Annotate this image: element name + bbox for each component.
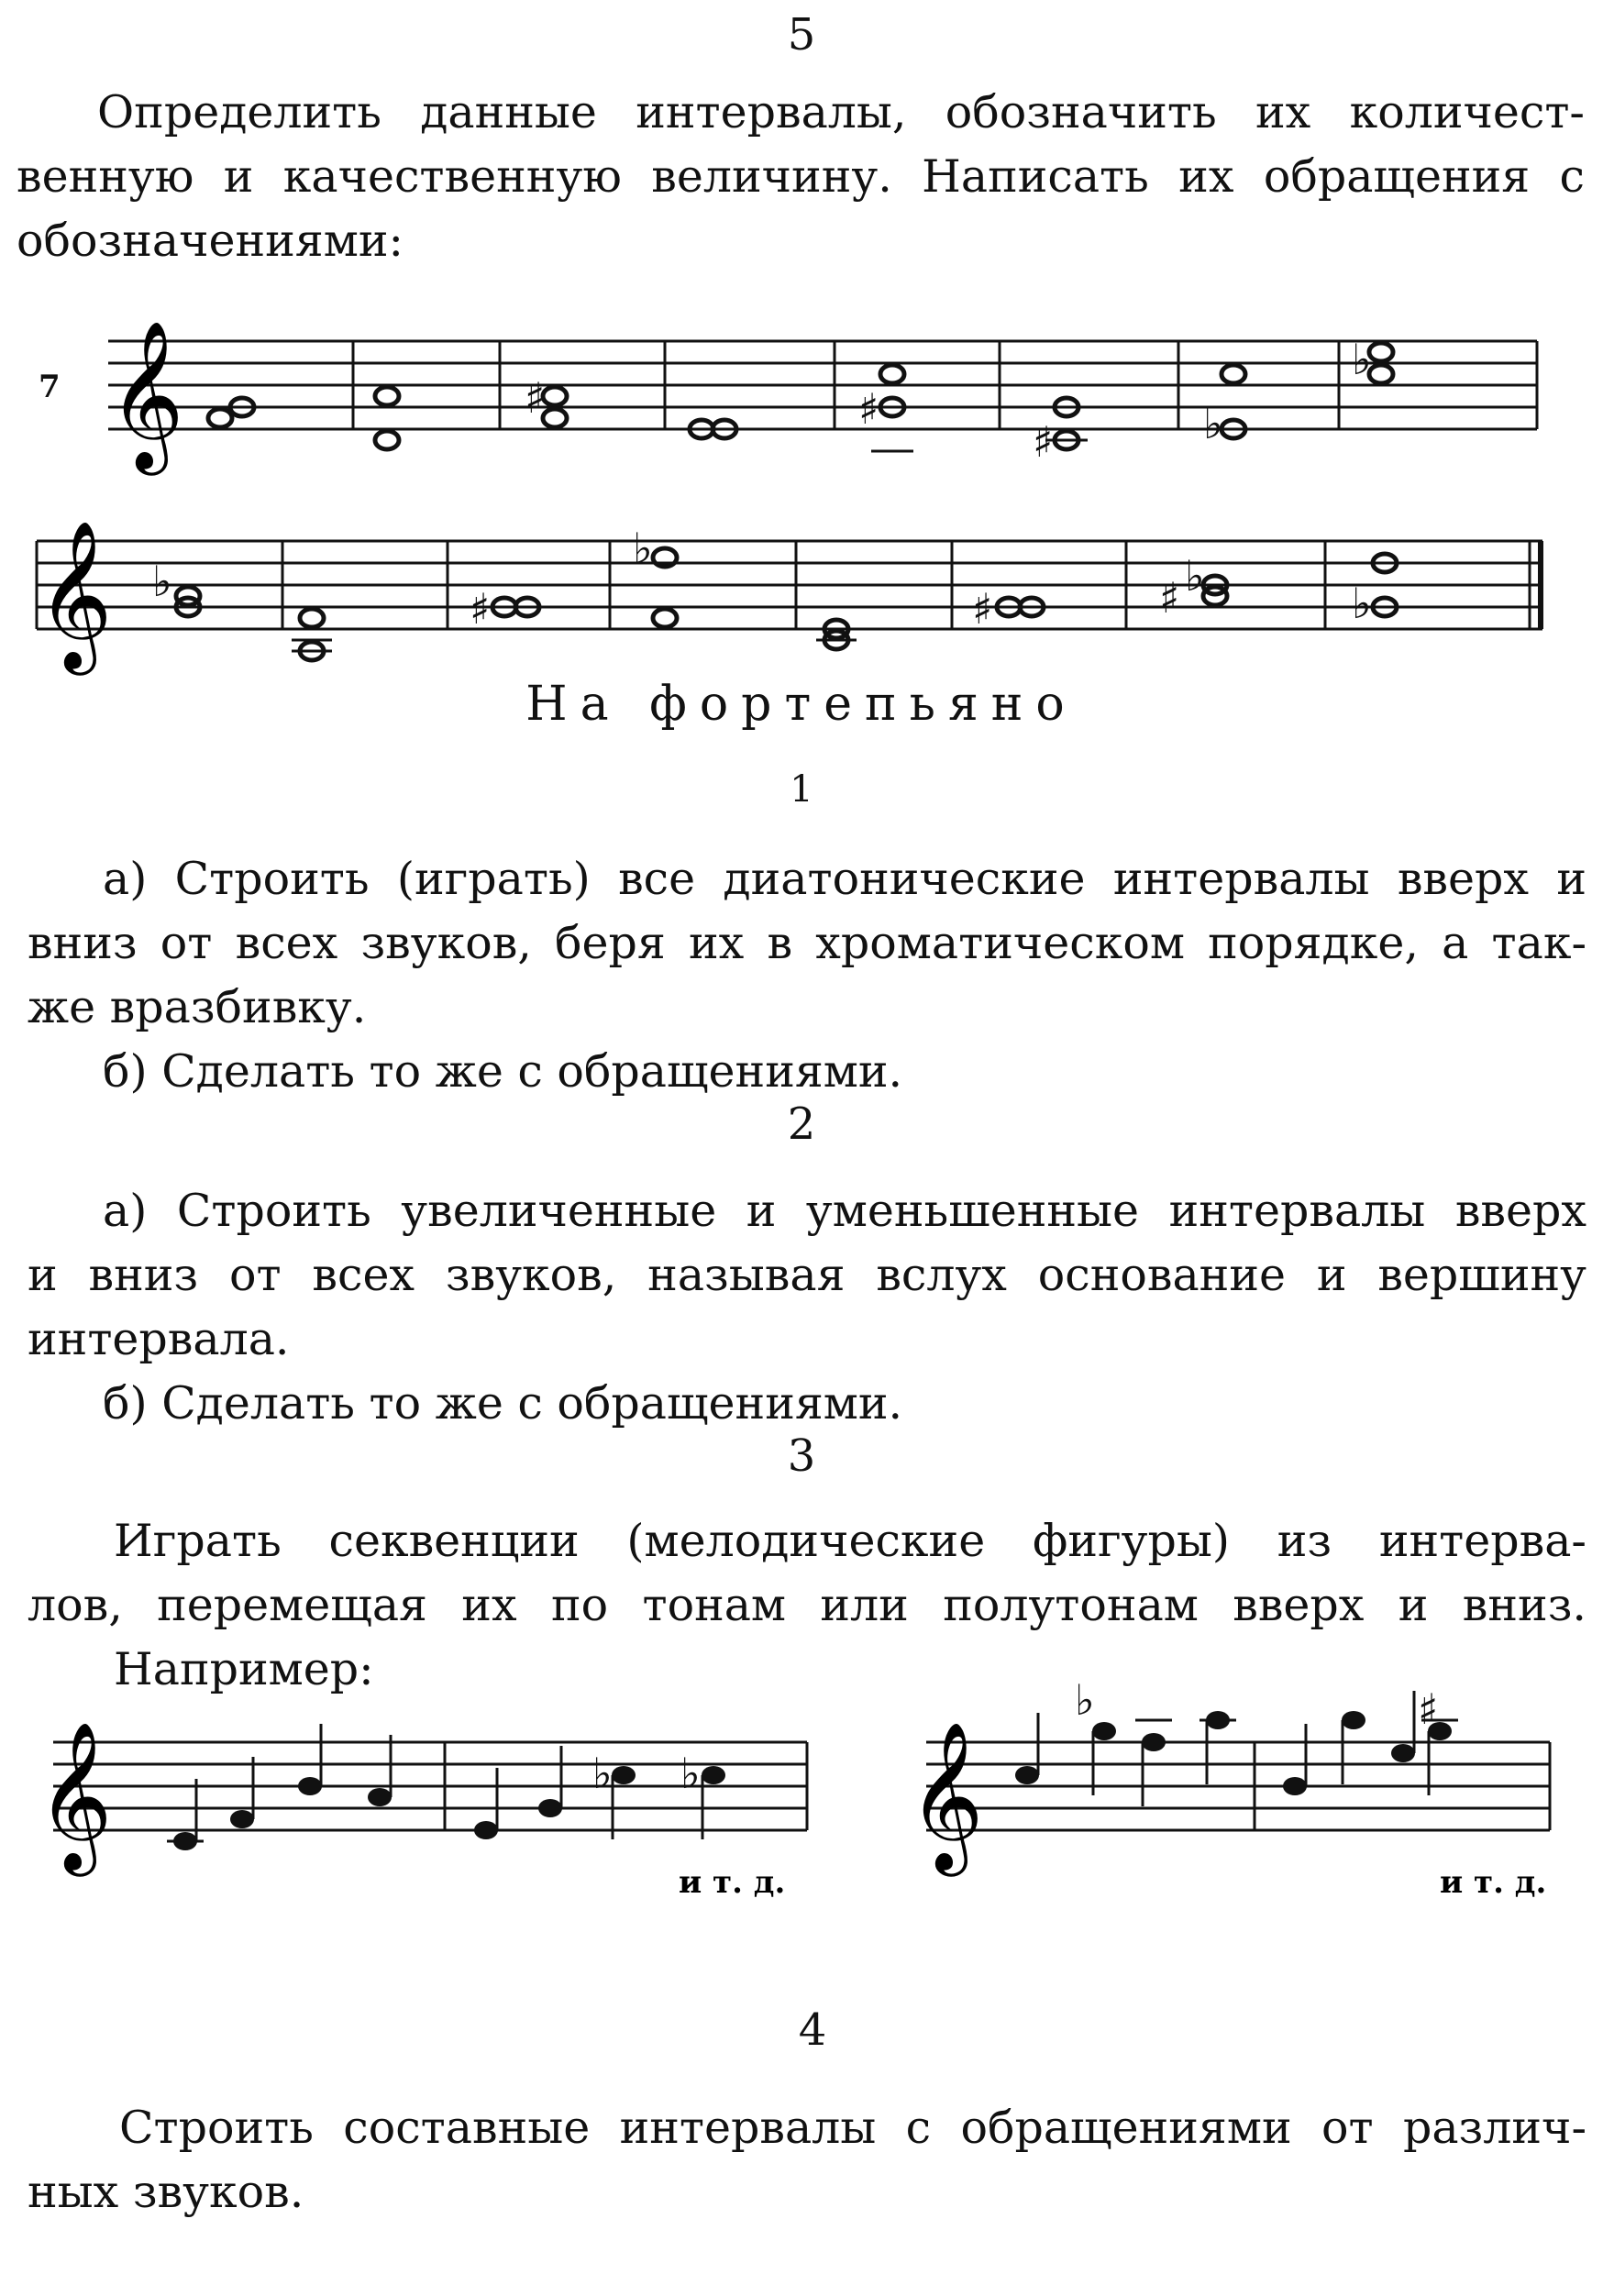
exercise-2-text [28, 1179, 1586, 1436]
quarter-note [1206, 1711, 1230, 1729]
text-line: же вразбивку. [28, 981, 367, 1033]
quarter-note [1342, 1711, 1365, 1729]
whole-note [543, 409, 567, 427]
quarter-note [702, 1766, 725, 1784]
exercise-3-text [28, 1509, 1586, 1702]
sharp-icon: ♯ [1418, 1684, 1439, 1734]
quarter-note [1283, 1777, 1307, 1795]
quarter-note [474, 1821, 498, 1839]
whole-note [653, 609, 677, 627]
text-line: Играть секвенции (мелодические фигуры) из интерва- [114, 1515, 1586, 1567]
etc-label: и т. д. [1440, 1864, 1547, 1901]
text-line: венную и качественную величину. Написать их обращения с [17, 150, 1585, 203]
treble-clef-icon: 𝄞 [37, 520, 113, 669]
exercise-1-text [28, 847, 1586, 1104]
text-line: ных звуков. [28, 2166, 304, 2218]
text-line: лов, перемещая их по тонам или полутонам вверх и вниз. [28, 1579, 1586, 1631]
music-staff-2 [0, 502, 1603, 686]
flat-icon: ♭ [152, 557, 172, 606]
flat-icon: ♭ [1185, 551, 1205, 601]
sharp-icon: ♯ [525, 373, 546, 423]
exercise-4-number: 4 [798, 2004, 827, 2056]
treble-clef-icon: 𝄞 [908, 1721, 984, 1871]
quarter-note [298, 1777, 322, 1795]
text-line: интервала. [28, 1313, 290, 1365]
text-line: б) Сделать то же с обращениями. [103, 1045, 903, 1098]
flat-icon: ♭ [1075, 1675, 1095, 1725]
treble-clef-icon: 𝄞 [37, 1721, 113, 1871]
exercise-3-number: 3 [787, 1430, 816, 1482]
exercise-1-number: 1 [790, 768, 813, 811]
whole-note [208, 409, 232, 427]
whole-note [375, 431, 399, 449]
exercise-4-text [28, 2096, 1586, 2224]
whole-note [300, 609, 324, 627]
whole-note [1369, 365, 1393, 383]
exercise-2-number: 2 [787, 1098, 816, 1150]
quarter-note [1015, 1766, 1039, 1784]
quarter-note [173, 1832, 197, 1850]
flat-icon: ♭ [1352, 335, 1372, 384]
sequence-example-2 [871, 1675, 1603, 1916]
sharp-icon: ♯ [1159, 573, 1180, 623]
quarter-note [1142, 1733, 1166, 1751]
sharp-icon: ♯ [470, 584, 491, 634]
sharp-icon: ♯ [1033, 417, 1054, 467]
text-line: вниз от всех звуков, беря их в хроматическом порядке, а так- [28, 917, 1586, 969]
text-line: обозначениями: [17, 215, 404, 267]
exercise-5-text [17, 81, 1585, 273]
whole-note [1222, 365, 1245, 383]
flat-icon: ♭ [1203, 399, 1223, 448]
etc-label: и т. д. [679, 1864, 786, 1901]
sharp-icon: ♯ [858, 384, 879, 434]
page-number: 5 [787, 9, 816, 61]
text-line: б) Сделать то же с обращениями. [103, 1377, 903, 1429]
quarter-note [538, 1799, 562, 1817]
flat-icon: ♭ [680, 1749, 701, 1798]
quarter-note [612, 1766, 636, 1784]
treble-clef-icon: 𝄞 [108, 320, 184, 469]
quarter-note [368, 1788, 392, 1806]
sequence-example-1 [0, 1678, 825, 1916]
example-number: 7 [39, 369, 61, 405]
music-staff-1 [0, 303, 1603, 486]
whole-note [543, 387, 567, 405]
quarter-note [1391, 1744, 1415, 1762]
whole-note [375, 387, 399, 405]
quarter-note [230, 1810, 254, 1828]
text-line: Например: [114, 1643, 374, 1695]
text-line: а) Строить увеличенные и уменьшенные интервалы вверх [103, 1185, 1586, 1237]
section-heading: На фортепьяно [525, 677, 1078, 732]
sharp-icon: ♯ [972, 584, 993, 634]
text-line: и вниз от всех звуков, называя вслух основание и вершину [28, 1249, 1586, 1301]
text-line: Строить составные интервалы с обращениями от различ- [119, 2102, 1586, 2154]
text-line: а) Строить (играть) все диатонические интервалы вверх и [103, 853, 1586, 905]
flat-icon: ♭ [592, 1749, 613, 1798]
flat-icon: ♭ [633, 524, 653, 573]
text-line: Определить данные интервалы, обозначить их количест- [97, 86, 1585, 138]
flat-icon: ♭ [1352, 579, 1372, 628]
whole-note [880, 365, 904, 383]
quarter-note [1092, 1722, 1116, 1740]
whole-note [1369, 343, 1393, 361]
